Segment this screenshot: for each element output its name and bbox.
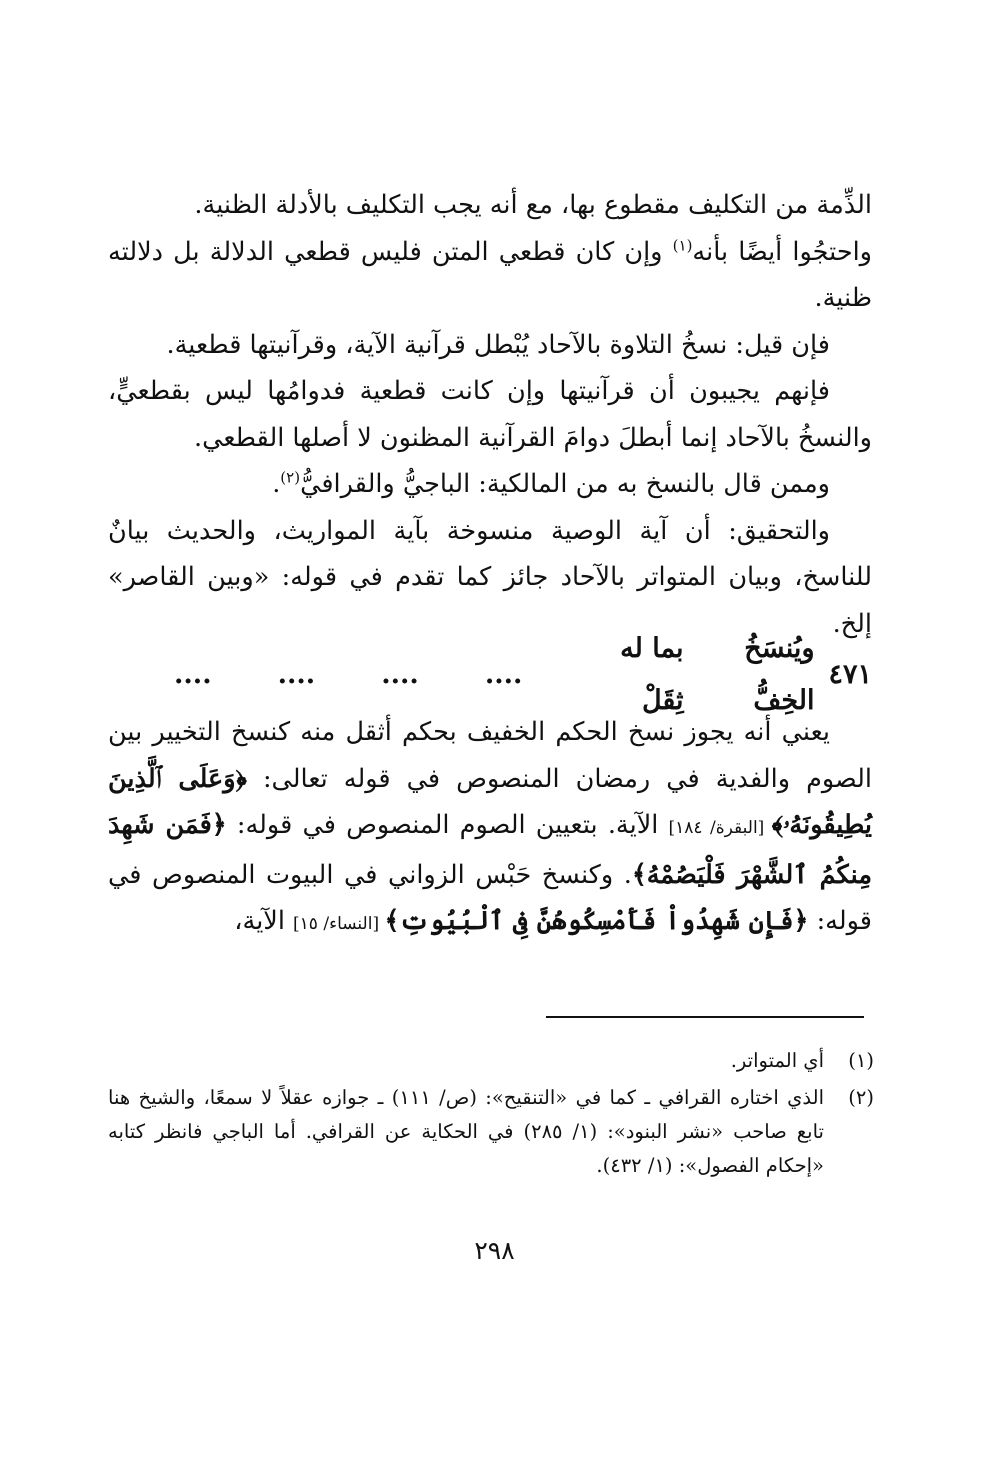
quran-reference-1: [البقرة/ ١٨٤]: [668, 818, 772, 838]
quran-quote-3: ﴿فَإِن شَهِدُواْ فَأَمْسِكُوهُنَّ فِى ٱلْبُيُوتِ﴾: [384, 906, 809, 936]
footnote-ref-2[interactable]: (٢): [280, 468, 301, 487]
footnote-1: [108, 1044, 874, 1078]
verse-ellipsis-2: ....: [381, 659, 419, 690]
footnote-number: (٢): [848, 1086, 874, 1109]
footnote-ref-1[interactable]: (١): [672, 236, 693, 254]
quran-quote-2: ﴿فَمَن شَهِدَ مِنكُمُ ٱلشَّهْرَ فَلْيَصُمْهُ﴾: [108, 810, 872, 890]
verse-line: [108, 633, 872, 716]
footnotes: [108, 1044, 874, 1186]
verse-number: ٤٧١: [828, 659, 872, 690]
paragraph-2: [108, 229, 872, 322]
verse-ellipsis-1: ....: [484, 659, 523, 690]
paragraph-6: والتحقيق: أن آية الوصية منسوخة بآية المواريث، والحديث بيانٌ للناسخ، وبيان المتواتر بالآحاد جائز كما تقدم في قوله: «وبين القاصر» إلخ.: [108, 515, 872, 639]
commentary-sentence-4: الآية،: [234, 906, 294, 936]
paragraph-4: فإنهم يجيبون أن قرآنيتها وإن كانت قطعية فدوامُها ليس بقطعيٍّ، والنسخُ بالآحاد إنما أبطلَ دوامَ القرآنية المظنون لا أصلها القطعي.: [108, 376, 872, 453]
body-text: [108, 182, 872, 647]
footnote-divider: [546, 1016, 864, 1018]
paragraph-2-end: وإن كان قطعي المتن فليس قطعي الدلالة بل دلالته ظنية.: [108, 236, 872, 313]
paragraph-3: فإن قيل: نسخُ التلاوة بالآحاد يُبْطل قرآنية الآية، وقرآنيتها قطعية.: [166, 329, 830, 360]
commentary-paragraph: [108, 709, 872, 948]
commentary-text: [108, 709, 872, 948]
footnote-text: الذي اختاره القرافي ـ كما في «التنقيح»: (ص/ ١١١) ـ جوازه عقلاً لا سمعًا، والشيخ هنا تابع صاحب «نشر البنود»: (١/ ٢٨٥) في الحكاية عن القرافي. أما الباجي فانظر كتابه «إحكام الفصول»: (١/ ٤٣٢).: [108, 1086, 824, 1177]
page-number: ٢٩٨: [474, 1236, 515, 1265]
paragraph-5: [108, 461, 872, 508]
footnote-number: (١): [848, 1049, 874, 1072]
verse-first-hemistich: ويُنسَخُ الخِفُّ: [744, 633, 815, 716]
verse-ellipsis-3: ....: [277, 659, 316, 690]
main-text-block: [108, 182, 872, 948]
verse-ellipsis-4: ....: [174, 659, 212, 690]
commentary-sentence-3: . وكنسخ حَبْس الزواني في البيوت المنصوص في قوله:: [108, 859, 872, 936]
paragraph-1: الذِّمة من التكليف مقطوع بها، مع أنه يجب التكليف بالأدلة الظنية.: [194, 190, 872, 220]
paragraph-2-start: واحتجُوا أيضًا بأنه: [692, 236, 872, 267]
commentary-sentence-2: الآية. بتعيين الصوم المنصوص في قوله:: [226, 810, 669, 840]
paragraph-5-end: .: [272, 469, 281, 499]
paragraph-5-start: وممن قال بالنسخ به من المالكية: الباجيُّ والقرافيُّ: [300, 469, 830, 499]
footnote-2: [108, 1081, 874, 1183]
footnote-text: أي المتواتر.: [730, 1049, 824, 1072]
quran-quote-1: ﴿وَعَلَى ٱلَّذِينَ يُطِيقُونَهُۥ﴾: [108, 763, 872, 840]
quran-reference-3: [النساء/ ١٥]: [293, 914, 385, 934]
commentary-sentence-1: يعني أنه يجوز نسخ الحكم الخفيف بحكم أثقل منه كنسخ التخيير بين الصوم والفدية في رمضان المنصوص في قوله تعالى:: [108, 717, 873, 794]
verse-second-hemistich: بما له ثِقَلْ: [620, 633, 684, 716]
